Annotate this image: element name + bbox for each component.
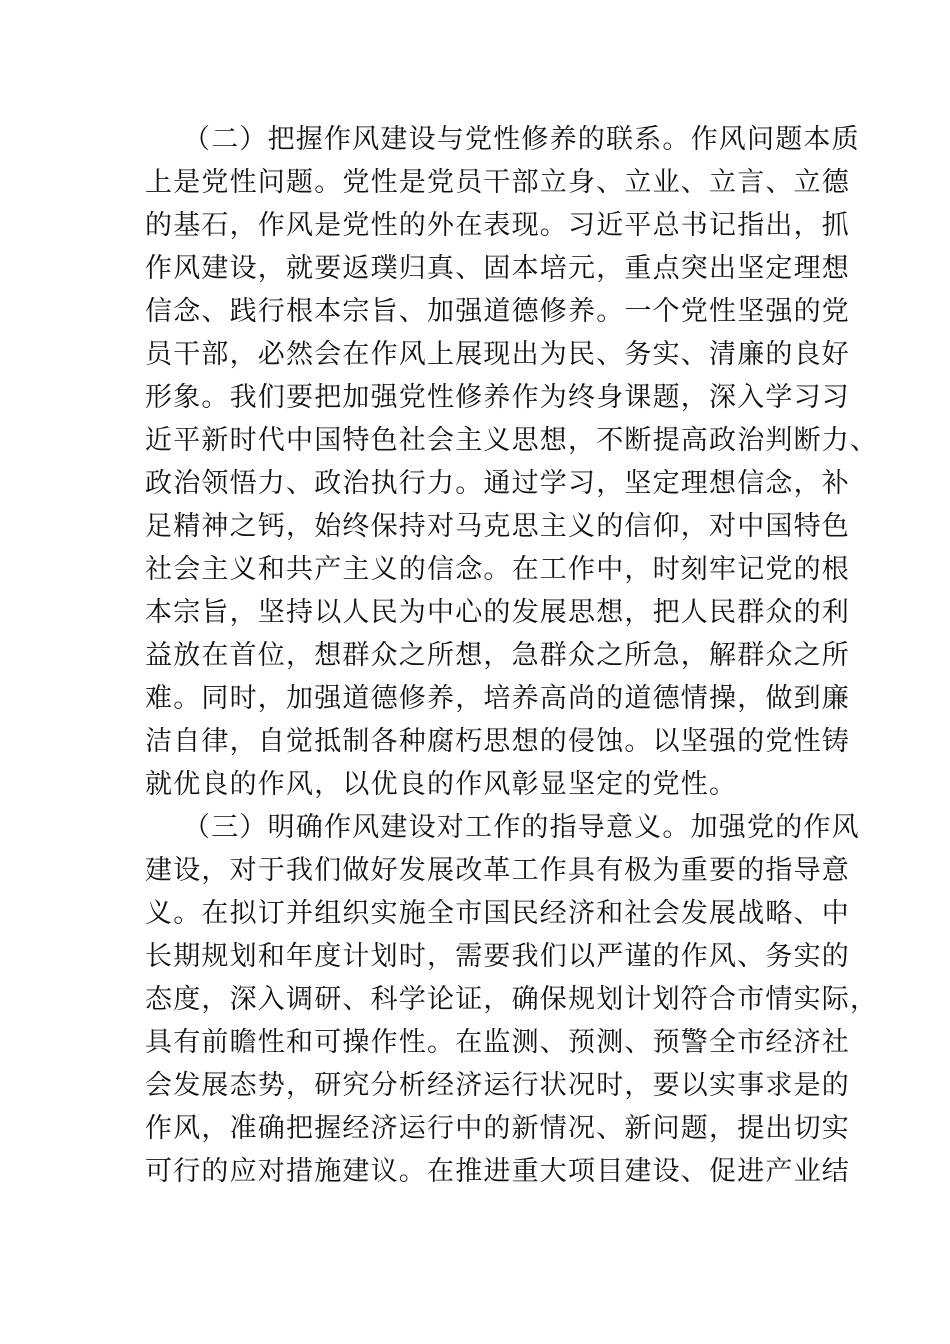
text-line: 难。同时，加强道德修养，培养高尚的道德情操，做到廉 [145, 683, 850, 714]
text-line: （二）把握作风建设与党性修养的联系。作风问题本质 [183, 124, 860, 155]
text-line: 作风建设，就要返璞归真、固本培元，重点突出坚定理想 [145, 253, 850, 284]
text-line: 近平新时代中国特色社会主义思想，不断提高政治判断力、 [145, 425, 879, 456]
text-line: 员干部，必然会在作风上展现出为民、务实、清廉的良好 [145, 339, 850, 370]
text-line: 益放在首位，想群众之所想，急群众之所急，解群众之所 [145, 640, 850, 671]
text-line: 足精神之钙，始终保持对马克思主义的信仰，对中国特色 [145, 511, 850, 542]
text-line: 就优良的作风，以优良的作风彰显坚定的党性。 [145, 769, 738, 800]
text-line: 的基石，作风是党性的外在表现。习近平总书记指出，抓 [145, 210, 850, 241]
text-line: 会发展态势，研究分析经济运行状况时，要以实事求是的 [145, 1070, 850, 1101]
text-line: 态度，深入调研、科学论证，确保规划计划符合市情实际， [145, 984, 879, 1015]
text-line: 形象。我们要把加强党性修养作为终身课题，深入学习习 [145, 382, 850, 413]
text-line: 具有前瞻性和可操作性。在监测、预测、预警全市经济社 [145, 1027, 850, 1058]
text-line: 政治领悟力、政治执行力。通过学习，坚定理想信念，补 [145, 468, 850, 499]
text-line: 义。在拟订并组织实施全市国民经济和社会发展战略、中 [145, 898, 850, 929]
text-line: 上是党性问题。党性是党员干部立身、立业、立言、立德 [145, 167, 850, 198]
text-line: 作风，准确把握经济运行中的新情况、新问题，提出切实 [145, 1113, 850, 1144]
text-line: 洁自律，自觉抵制各种腐朽思想的侵蚀。以坚强的党性铸 [145, 726, 850, 757]
text-line: 本宗旨，坚持以人民为中心的发展思想，把人民群众的利 [145, 597, 850, 628]
text-line: 信念、践行根本宗旨、加强道德修养。一个党性坚强的党 [145, 296, 850, 327]
text-line: 建设，对于我们做好发展改革工作具有极为重要的指导意 [145, 855, 850, 886]
text-line: 可行的应对措施建议。在推进重大项目建设、促进产业结 [145, 1156, 850, 1187]
text-line: 长期规划和年度计划时，需要我们以严谨的作风、务实的 [145, 941, 850, 972]
text-line: 社会主义和共产主义的信念。在工作中，时刻牢记党的根 [145, 554, 850, 585]
text-line: （三）明确作风建设对工作的指导意义。加强党的作风 [183, 812, 860, 843]
